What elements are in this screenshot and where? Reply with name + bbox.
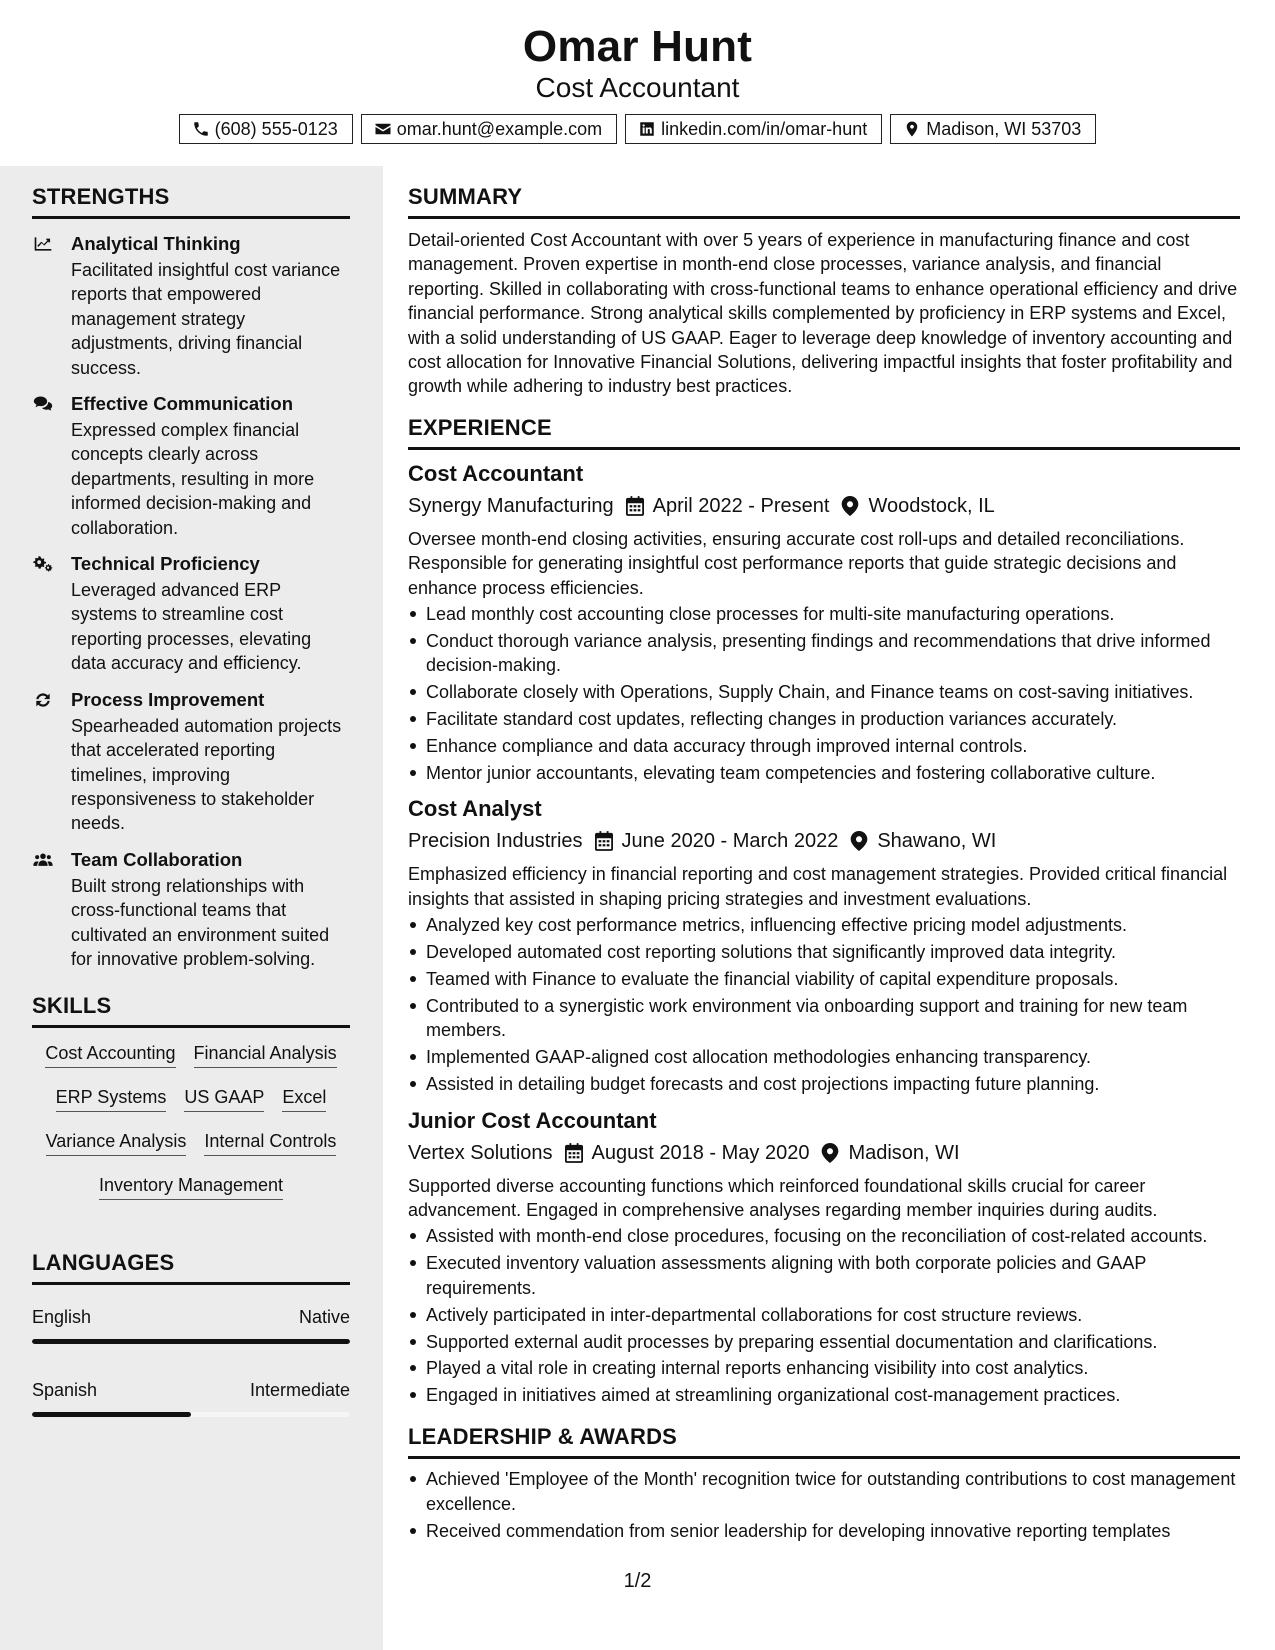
strength-title: Process Improvement: [71, 688, 265, 710]
phone-icon: [192, 120, 210, 138]
email-text: omar.hunt@example.com: [396, 118, 603, 139]
phone-text: (608) 555-0123: [214, 118, 338, 139]
list-item: Achieved 'Employee of the Month' recognition twice for outstanding contributions to cost management excellence.: [408, 1467, 1240, 1516]
language-level: Intermediate: [249, 1380, 350, 1401]
strength-desc: Facilitated insightful cost variance reports that empowered management strategy adjustments, driving financial success.: [71, 260, 341, 378]
list-item: Assisted with month-end close procedures, focusing on the reconciliation of cost-related accounts.: [408, 1224, 1240, 1248]
calendar-icon: [565, 1143, 583, 1163]
strength-title: Effective Communication: [71, 393, 294, 415]
skill-tag: Variance Analysis: [46, 1130, 187, 1156]
job-meta: [408, 493, 1240, 519]
strength-desc: Leveraged advanced ERP systems to streamline cost reporting processes, elevating data accuracy and efficiency.: [71, 580, 312, 674]
job-entry: [408, 460, 1240, 786]
list-item: Conduct thorough variance analysis, presenting findings and recommendations that drive informed decision-making.: [408, 629, 1240, 678]
awards-heading: LEADERSHIP & AWARDS: [408, 1424, 1240, 1459]
contact-phone[interactable]: [179, 114, 353, 144]
linkedin-text: linkedin.com/in/omar-hunt: [661, 118, 868, 139]
list-item: Assisted in detailing budget forecasts and cost projections impacting future planning.: [408, 1072, 1240, 1096]
list-item: Received commendation from senior leadership for developing innovative reporting templates: [408, 1519, 1240, 1543]
language-name: English: [32, 1307, 92, 1328]
candidate-name: Omar Hunt: [522, 22, 753, 71]
job-title: Cost Analyst: [408, 796, 542, 822]
list-item: Analyzed key cost performance metrics, influencing effective pricing model adjustments.: [408, 913, 1240, 937]
list-item: Implemented GAAP-aligned cost allocation methodologies enhancing transparency.: [408, 1045, 1240, 1069]
refresh-icon: [32, 690, 54, 710]
skill-tag: ERP Systems: [56, 1086, 167, 1112]
skills-list: [32, 1042, 350, 1200]
language-name: Spanish: [32, 1380, 98, 1401]
contact-linkedin[interactable]: [625, 114, 882, 144]
job-dates: June 2020 - March 2022: [621, 830, 839, 853]
strength-title: Technical Proficiency: [71, 553, 260, 575]
skill-tag: Cost Accounting: [45, 1042, 175, 1068]
job-location: Shawano, WI: [877, 830, 997, 853]
calendar-icon: [626, 496, 644, 516]
experience-heading: EXPERIENCE: [408, 415, 1240, 450]
strength-title: Team Collaboration: [71, 848, 243, 870]
job-location: Woodstock, IL: [868, 494, 995, 517]
job-description: Oversee month-end closing activities, ensuring accurate cost roll-ups and detailed reconciliations. Responsible for generating insightful cost performance reports that guide strategic decisions and enhance process efficiencies.: [408, 528, 1185, 598]
strength-item: [32, 688, 350, 836]
contact-location: [890, 114, 1096, 144]
job-entry: [408, 1107, 1240, 1408]
language-item: [32, 1307, 350, 1344]
strength-desc: Built strong relationships with cross-functional teams that cultivated an environment suited for innovative problem-solving.: [71, 875, 330, 969]
gears-icon: [32, 554, 54, 574]
skill-tag: Internal Controls: [204, 1130, 336, 1156]
contact-bar: [0, 114, 1275, 144]
strength-desc: Expressed complex financial concepts clearly across departments, resulting in more informed decision-making and collaboration.: [71, 420, 315, 538]
map-marker-icon: [850, 831, 868, 851]
job-entry: [408, 795, 1240, 1096]
map-marker-icon: [841, 496, 859, 516]
list-item: Lead monthly cost accounting close processes for multi-site manufacturing operations.: [408, 602, 1240, 626]
language-item: [32, 1380, 350, 1417]
list-item: Supported external audit processes by preparing essential documentation and clarifications.: [408, 1330, 1240, 1354]
job-description: Emphasized efficiency in financial reporting and cost management strategies. Provided critical financial insights that assisted in shaping pricing strategies and investment evaluations.: [408, 864, 1228, 909]
list-item: Developed automated cost reporting solutions that significantly improved data integrity.: [408, 940, 1240, 964]
resume-header: [0, 0, 1275, 166]
strength-item: [32, 392, 350, 540]
job-dates: August 2018 - May 2020: [591, 1141, 810, 1164]
list-item: Teamed with Finance to evaluate the financial viability of capital expenditure proposals.: [408, 967, 1240, 991]
language-bar: [32, 1339, 350, 1344]
skill-tag: Inventory Management: [99, 1174, 283, 1200]
envelope-icon: [374, 120, 392, 138]
language-bar-fill: [32, 1412, 191, 1417]
job-bullets: [408, 602, 1240, 785]
main-content: [408, 166, 1240, 1545]
list-item: Collaborate closely with Operations, Supply Chain, and Finance teams on cost-saving initiatives.: [408, 680, 1240, 704]
job-description: Supported diverse accounting functions which reinforced foundational skills crucial for career advancement. Engaged in comprehensive analyses regarding member inquiries during audits.: [408, 1175, 1158, 1220]
location-text: Madison, WI 53703: [926, 118, 1082, 139]
job-meta: [408, 828, 1240, 854]
list-item: Executed inventory valuation assessments aligning with both corporate policies and GAAP requirements.: [408, 1251, 1240, 1300]
job-company: Synergy Manufacturing: [408, 494, 614, 517]
strength-item: [32, 232, 350, 380]
sidebar: [0, 166, 383, 1650]
language-bar-fill: [32, 1339, 350, 1344]
chart-line-icon: [32, 234, 54, 254]
job-dates: April 2022 - Present: [652, 494, 830, 517]
strength-item: [32, 552, 350, 676]
skills-heading: SKILLS: [32, 993, 350, 1028]
list-item: Actively participated in inter-departmental collaborations for cost structure reviews.: [408, 1303, 1240, 1327]
list-item: Contributed to a synergistic work environment via onboarding support and training for new team members.: [408, 994, 1240, 1043]
job-company: Precision Industries: [408, 830, 583, 853]
job-location: Madison, WI: [848, 1141, 960, 1164]
strength-title: Analytical Thinking: [71, 233, 241, 254]
calendar-icon: [595, 831, 613, 851]
sidebar-content: [32, 166, 350, 1417]
summary-text: Detail-oriented Cost Accountant with over 5 years of experience in manufacturing finance and cost management. Proven expertise in month-end close processes, variance analysis, and financial reporting. Skilled in collaborating with cross-functional teams to enhance operational efficiency and drive financial performance. Strong analytical skills complemented by proficiency in ERP systems and Excel, with a solid understanding of US GAAP. Eager to leverage deep knowledge of inventory accounting and cost allocation for Innovative Financial Solutions, delivering impactful insights that foster profitability and growth while adhering to industry best practices.: [408, 230, 1238, 397]
job-company: Vertex Solutions: [408, 1141, 553, 1164]
list-item: Mentor junior accountants, elevating team competencies and fostering collaborative culture.: [408, 761, 1240, 785]
job-title: Cost Accountant: [408, 460, 584, 486]
skill-tag: US GAAP: [184, 1086, 264, 1112]
job-bullets: [408, 1224, 1240, 1407]
linkedin-icon: [638, 120, 656, 138]
list-item: Enhance compliance and data accuracy through improved internal controls.: [408, 734, 1240, 758]
awards-list: [408, 1467, 1240, 1543]
list-item: Facilitate standard cost updates, reflecting changes in production variances accurately.: [408, 707, 1240, 731]
page-number: 1/2: [623, 1570, 652, 1592]
skill-tag: Financial Analysis: [194, 1042, 337, 1068]
map-marker-icon: [821, 1143, 839, 1163]
candidate-role: Cost Accountant: [535, 72, 740, 103]
strength-item: [32, 848, 350, 972]
contact-email[interactable]: [361, 114, 617, 144]
language-level: Native: [298, 1307, 350, 1328]
users-icon: [32, 850, 54, 870]
skill-tag: Excel: [282, 1086, 326, 1112]
strengths-heading: STRENGTHS: [32, 184, 350, 219]
language-bar: [32, 1412, 350, 1417]
job-bullets: [408, 913, 1240, 1096]
map-marker-icon: [903, 120, 921, 138]
summary-heading: SUMMARY: [408, 184, 1240, 219]
job-meta: [408, 1140, 1240, 1166]
list-item: Played a vital role in creating internal reports enhancing visibility into cost analytics.: [408, 1356, 1240, 1380]
job-title: Junior Cost Accountant: [408, 1107, 657, 1133]
strength-desc: Spearheaded automation projects that accelerated reporting timelines, improving responsiveness to stakeholder needs.: [71, 715, 342, 834]
comments-icon: [32, 394, 54, 414]
languages-heading: LANGUAGES: [32, 1250, 350, 1285]
list-item: Engaged in initiatives aimed at streamlining organizational cost-management practices.: [408, 1383, 1240, 1407]
